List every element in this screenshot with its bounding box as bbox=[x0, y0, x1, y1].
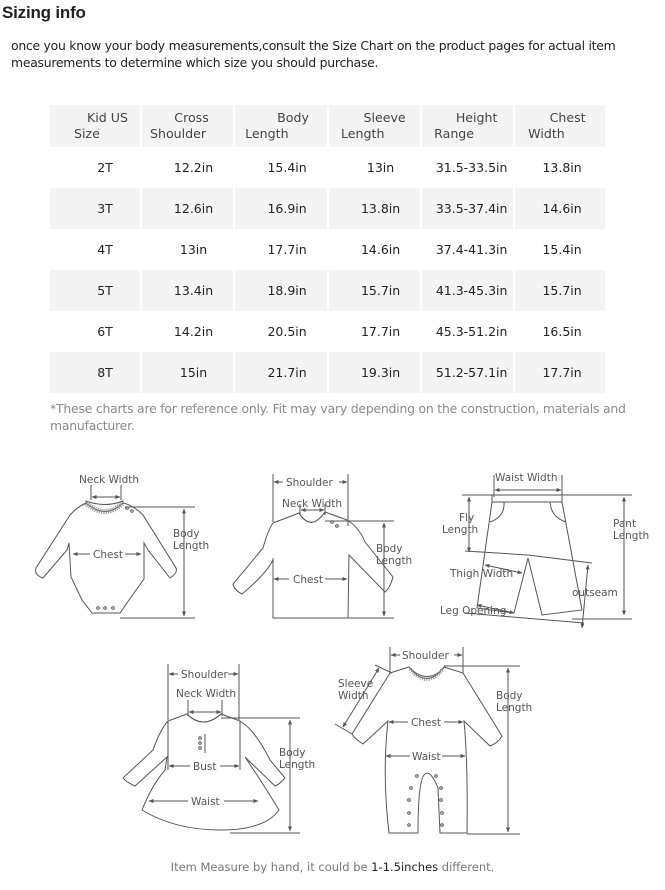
sleeve-label: Sleeve bbox=[338, 678, 374, 690]
outseam-label: outseam bbox=[572, 587, 618, 599]
cell-cross-shoulder: 12.6in bbox=[142, 188, 233, 229]
neck-width-label: Neck Width bbox=[176, 688, 237, 700]
waist-label: Waist bbox=[191, 796, 220, 808]
body-label: Body bbox=[376, 543, 403, 555]
length-label: Length bbox=[376, 555, 413, 567]
romper-diagram bbox=[330, 643, 550, 843]
table-row bbox=[50, 188, 605, 229]
cell-cross-shoulder: 12.2in bbox=[173, 160, 214, 175]
cell-sleeve-length: 17.7in bbox=[360, 324, 401, 339]
table-body bbox=[50, 147, 605, 393]
cell-sleeve-length: 15.7in bbox=[329, 270, 420, 311]
table-row bbox=[50, 229, 605, 270]
disclaimer-text: *These charts are for reference only. Fit may vary depending on the construction, materials and manufacturer. bbox=[50, 401, 626, 433]
length-label: Length bbox=[496, 702, 533, 714]
size-chart-table bbox=[48, 105, 607, 393]
cell-height-range: 45.3-51.2in bbox=[435, 324, 508, 339]
header-body-length: Body Length bbox=[235, 105, 327, 147]
pants-outline bbox=[465, 495, 592, 623]
measurement-note: Item Measure by hand, it could be 1-1.5inches different. bbox=[170, 860, 495, 874]
cell-chest-width: 16.5in bbox=[542, 324, 582, 339]
tshirt-outline bbox=[233, 512, 393, 618]
chest-label: Chest bbox=[93, 549, 124, 561]
chest-label: Chest bbox=[293, 574, 324, 586]
chest-label: Chest bbox=[411, 717, 442, 729]
table-header-row bbox=[50, 105, 605, 147]
length-label: Length bbox=[279, 759, 316, 771]
cell-height-range: 51.2-57.1in bbox=[422, 352, 513, 393]
leg-opening-label: Leg Opening bbox=[440, 605, 507, 617]
header-height-range: Height Range bbox=[422, 105, 513, 147]
cell-size: 5T bbox=[50, 270, 140, 311]
neck-width-label: Neck Width bbox=[79, 474, 140, 486]
bust-label: Bust bbox=[193, 761, 217, 773]
table-row bbox=[50, 311, 605, 352]
sleeve-width-label: Width bbox=[338, 690, 369, 702]
header-kid-us-size: Kid US Size bbox=[50, 105, 140, 147]
page-title: Sizing info bbox=[2, 3, 86, 22]
cell-height-range: 33.5-37.4in bbox=[422, 188, 513, 229]
cell-height-range: 41.3-45.3in bbox=[422, 270, 513, 311]
header-chest-width: Chest Width bbox=[515, 105, 605, 147]
cell-height-range: 37.4-41.3in bbox=[435, 242, 508, 257]
fly-label: Fly bbox=[459, 512, 475, 524]
tolerance-highlight: 1-1.5inches bbox=[371, 860, 439, 874]
tshirt-diagram bbox=[228, 470, 428, 630]
thigh-width-label: Thigh Width bbox=[450, 568, 514, 580]
cell-chest-width: 13.8in bbox=[542, 160, 582, 175]
header-cross-shoulder: Cross Shoulder bbox=[142, 105, 233, 147]
table-row bbox=[50, 352, 605, 393]
cell-sleeve-length: 13in bbox=[366, 160, 395, 175]
cell-size: 4T bbox=[97, 242, 113, 257]
bodysuit-diagram bbox=[30, 465, 220, 625]
cell-size: 8T bbox=[50, 352, 140, 393]
cell-size: 2T bbox=[97, 160, 113, 175]
shoulder-label: Shoulder bbox=[181, 669, 228, 681]
waist-width-label: Waist Width bbox=[495, 472, 558, 484]
cell-body-length: 20.5in bbox=[267, 324, 307, 339]
header-sleeve-length: Sleeve Length bbox=[329, 105, 420, 147]
body-label: Body bbox=[496, 690, 523, 702]
cell-body-length: 21.7in bbox=[235, 352, 327, 393]
cell-chest-width: 14.6in bbox=[515, 188, 605, 229]
cell-body-length: 18.9in bbox=[235, 270, 327, 311]
length-label: Length bbox=[173, 540, 210, 552]
cell-cross-shoulder: 13.4in bbox=[142, 270, 233, 311]
cell-cross-shoulder: 15in bbox=[142, 352, 233, 393]
cell-sleeve-length: 19.3in bbox=[329, 352, 420, 393]
shoulder-label: Shoulder bbox=[286, 477, 333, 489]
table-row bbox=[50, 270, 605, 311]
body-label: Body bbox=[173, 528, 200, 540]
fly-length-label: Length bbox=[442, 524, 479, 536]
cell-body-length: 17.7in bbox=[267, 242, 307, 257]
shoulder-label: Shoulder bbox=[402, 650, 449, 662]
pant-label: Pant bbox=[613, 518, 637, 530]
cell-size: 3T bbox=[50, 188, 140, 229]
body-label: Body bbox=[279, 747, 306, 759]
cell-body-length: 16.9in bbox=[235, 188, 327, 229]
cell-cross-shoulder: 14.2in bbox=[173, 324, 214, 339]
cell-sleeve-length: 14.6in bbox=[360, 242, 401, 257]
cell-size: 6T bbox=[97, 324, 113, 339]
cell-chest-width: 15.7in bbox=[515, 270, 605, 311]
cell-cross-shoulder: 13in bbox=[179, 242, 208, 257]
cell-body-length: 15.4in bbox=[267, 160, 307, 175]
cell-sleeve-length: 13.8in bbox=[329, 188, 420, 229]
cell-chest-width: 17.7in bbox=[515, 352, 605, 393]
pants-diagram bbox=[432, 465, 657, 635]
romper-outline bbox=[352, 667, 502, 833]
intro-text: once you know your body measurements,consult the Size Chart on the product pages for actual item measurements to determine which size you should purchase. bbox=[11, 38, 616, 70]
pant-length-label: Length bbox=[613, 530, 650, 542]
waist-label: Waist bbox=[412, 751, 441, 763]
table-row bbox=[50, 147, 605, 188]
dress-diagram bbox=[120, 660, 320, 840]
neck-width-label: Neck Width bbox=[282, 498, 343, 510]
cell-height-range: 31.5-33.5in bbox=[435, 160, 508, 175]
cell-chest-width: 15.4in bbox=[542, 242, 582, 257]
